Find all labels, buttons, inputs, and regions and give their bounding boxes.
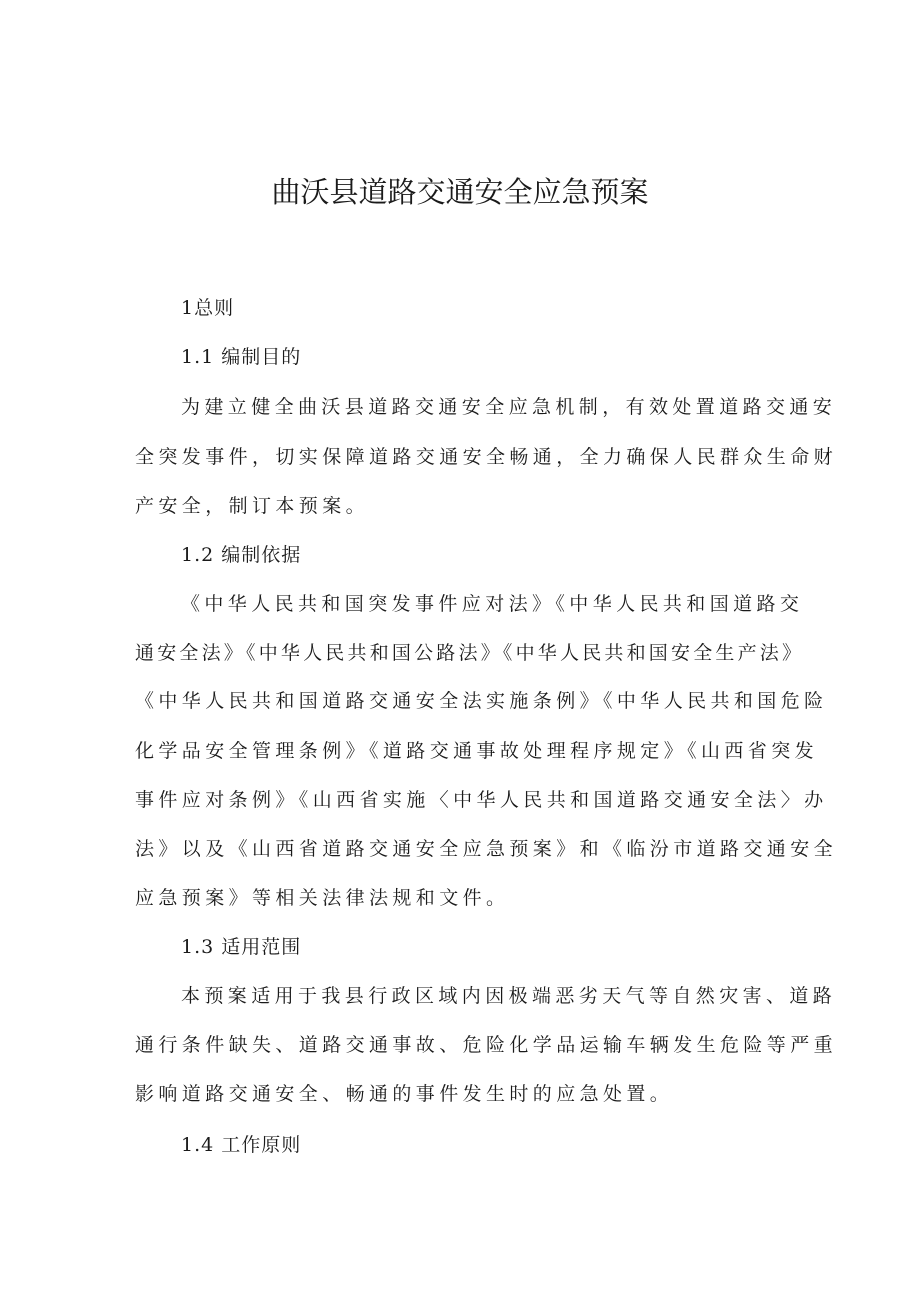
section-1-2-line: 应急预案》等相关法律法规和文件。 (135, 887, 510, 909)
section-1-1-line: 产安全，制订本预案。 (135, 495, 370, 517)
section-1-3-line: 通行条件缺失、道路交通事故、危险化学品运输车辆发生危险等严重 (135, 1034, 838, 1056)
section-1-2-line: 《中华人民共和国突发事件应对法》《中华人民共和国道路交 (181, 593, 804, 615)
section-1-3-line: 本预案适用于我县行政区域内因极端恶劣天气等自然灾害、道路 (181, 985, 837, 1007)
section-1-3-heading: 1.3 适用范围 (181, 936, 302, 958)
section-1-2-line: 通安全法》《中华人民共和国公路法》《中华人民共和国安全生产法》 (135, 642, 805, 664)
section-1-1-line: 全突发事件，切实保障道路交通安全畅通，全力确保人民群众生命财 (135, 446, 838, 468)
section-1-1-line: 为建立健全曲沃县道路交通安全应急机制，有效处置道路交通安 (181, 396, 837, 418)
section-1-3-line: 影响道路交通安全、畅通的事件发生时的应急处置。 (135, 1083, 674, 1105)
section-1-2-heading: 1.2 编制依据 (181, 544, 302, 566)
section-1-4-heading: 1.4 工作原则 (181, 1134, 302, 1156)
section-1-heading: 1总则 (181, 297, 235, 319)
section-1-2-line: 《中华人民共和国道路交通安全法实施条例》《中华人民共和国危险 (135, 690, 828, 712)
document-title: 曲沃县道路交通安全应急预案 (271, 175, 649, 209)
section-1-2-line: 事件应对条例》《山西省实施〈中华人民共和国道路交通安全法〉办 (135, 789, 828, 811)
section-1-1-heading: 1.1 编制目的 (181, 346, 302, 368)
section-1-2-line: 化学品安全管理条例》《道路交通事故处理程序规定》《山西省突发 (135, 740, 819, 762)
section-1-2-line: 法》以及《山西省道路交通安全应急预案》和《临汾市道路交通安全 (135, 838, 838, 860)
